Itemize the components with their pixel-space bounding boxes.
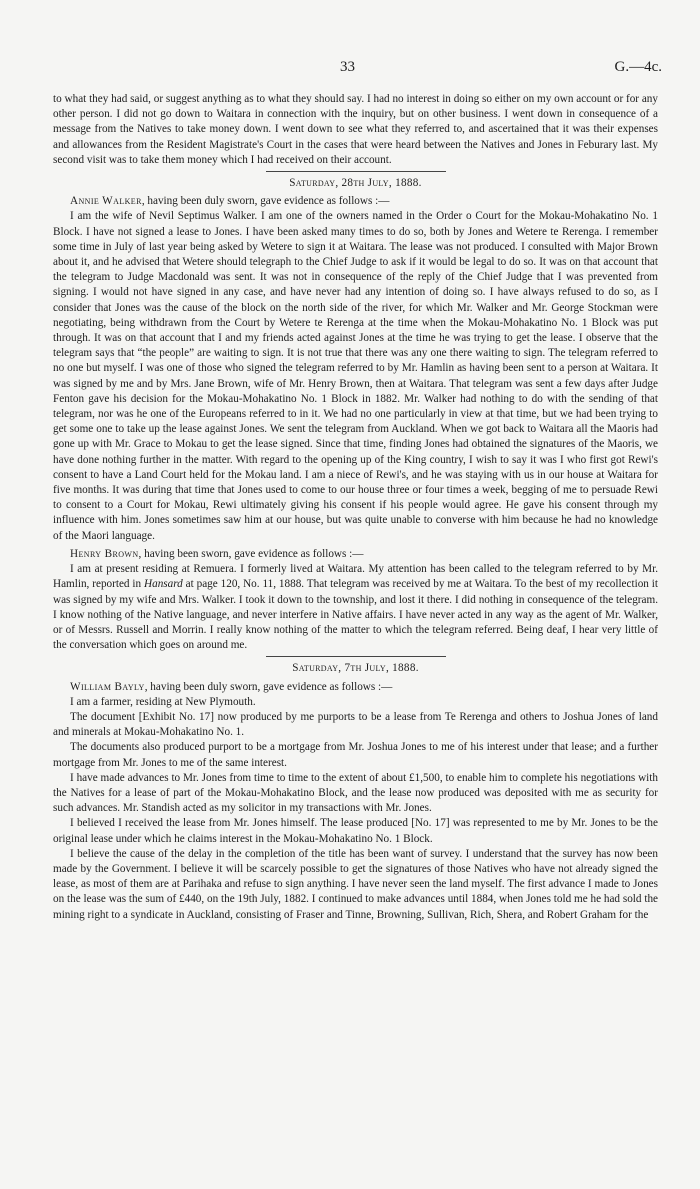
section-divider — [266, 656, 446, 657]
document-body — [53, 92, 658, 923]
witness-intro: , having been sworn, gave evidence as follows :— — [138, 547, 364, 560]
evidence-paragraph: I believe the cause of the delay in the completion of the title has been want of survey. I understand that the survey has now been made by the Government. I believe it will be scarcely possible to get the signatures of those Natives who have not already signed the lease, as most of them are at Parihaka and refuse to sign anything. I have never seen the land myself. The first advance I made to Jones on the lease was the sum of £440, on the 19th July, 1882. I continued to make advances until 1884, when Jones told me he had sold the mining right to a syndicate in Auckland, consisting of Fraser and Tinne, Browning, Sullivan, Rich, Shera, and Robert Graham for the — [53, 847, 658, 921]
section-divider — [266, 171, 446, 172]
continuation-paragraph: to what they had said, or suggest anything as to what they should say. I had no interest in doing so either on my own account or for any other person. I did not go down to Waitara in connection with the inquiry, but on other business. I went down in consequence of a message from the Natives to take money down. I went down to see what they referred to, and ascertained that it was their expenses and allowances from the Resident Magistrate's Court in the cases that were heard between the Natives and Jones in Feburary last. My second visit was to take them money which I had received on their account. — [53, 93, 658, 166]
evidence-paragraph: The document [Exhibit No. 17] now produced by me purports to be a lease from Te Rerenga and others to Joshua Jones of land and minerals at Mokau-Mohakatino No. 1. — [53, 710, 658, 739]
evidence-paragraph: I have made advances to Mr. Jones from time to time to the extent of about £1,500, to enable him to complete his negotiations with the Natives for a lease of part of the Mokau-Mohakatino Block, and the lease now produced was deposited with me as security for such advances. Mr. Standish acted as my solicitor in my transactions with Mr. Jones. — [53, 771, 658, 815]
witness-name: Annie Walker — [70, 195, 142, 208]
hansard-reference: Hansard — [144, 578, 183, 591]
evidence-text: at page 120, No. 11, 1888. That telegram was received by me at Waitara. To the best of my recollection it was signed by my wife and Mrs. Walker. I took it down to the township, and lost it there. I did nothing in consequence of the telegram. I know nothing of the Native language, and never interfere in Native affairs. I have never acted in any way as the agent of Mr. Walker, or of Messrs. Russell and Morrin. I really know nothing of the matter to which the telegram referred. Being deaf, I hear very little of the conversation which goes on around me. — [53, 578, 658, 652]
page-number: 33 — [340, 59, 355, 75]
witness-intro: , having been duly sworn, gave evidence as follows :— — [144, 680, 393, 693]
witness-heading — [53, 680, 658, 695]
evidence-paragraph — [53, 562, 658, 653]
page-header — [0, 60, 700, 80]
session-date: Saturday, 28th July, 1888. — [289, 177, 422, 190]
witness-intro: , having been duly sworn, gave evidence as follows :— — [141, 195, 390, 208]
evidence-text: I am at present residing at Remuera. I formerly lived at Waitara. My attention has been called to the telegram referred to by Mr. Hamlin, reported in — [53, 563, 658, 591]
evidence-paragraph: I am the wife of Nevil Septimus Walker. I am one of the owners named in the Order o Court for the Mokau-Mohakatino No. 1 Block. I have not signed a lease to Jones. I have been asked many times to do so, both by Jones and Wetere te Rerenga. I remember some time in July of last year being asked by Wetere to sign it at Waitara. The lease was not produced. I consulted with Major Brown about it, and he advised that Wetere should telegraph to the Chief Judge to ask if it would be legal to do so. It was on that account that the telegram to Judge Macdonald was sent. It was not in consequence of the reply of the Chief Judge that I was prevented from signing. I would not have signed in any case, and have never had any intention of doing so. I have always refused to do so, as I consider that Jones was the cause of the block on the north side of the river, for which Mr. Walker and Mr. George Stockman were negotiating, being withdrawn from the Court by Wetere te Rerenga at the time when the Mokau-Mohakatino No. 1 Block was put through. It was on that account that I and my friends acted against Jones at the time he was trying to get the lease. I observe that the telegram says that “the people” are waiting to sign. It is not true that there was any one there waiting to sign. The telegram referred to no one but myself. I was one of those who signed the telegram referred to by Mr. Hamlin as having been sent to a person at Waitara. It was signed by me and by Mrs. Jane Brown, wife of Mr. Henry Brown, then at Waitara. That telegram was sent a few days after Judge Fenton gave his decision for the Mokau-Mohakatino No. 1 Block in 1882. Mr. Walker had nothing to do with the sending of that telegram, nor was he one of the Europeans referred to in it. We had no one particularly in view at that time, but we had been trying to get some one to take up the lease against Jones. We sent the telegram from Auckland. When we got back to Waitara all the Maoris had gone up with Mr. Grace to Mokau to get the lease signed. Since that time, finding Jones had obtained the signatures of the Maoris, we have done nothing further in the matter. With regard to the opening up of the King country, I wish to say it was I who first got Rewi's consent to have a Land Court held for the Mokau land. I am a niece of Rewi's, and he was staying with us in our house at Waitara for five months. It was during that time that Jones used to come to our house three or four times a week, begging of me to persuade Rewi to consent to a Court for Mokau, Rewi ultimately giving his consent if his people would agree. He gave his consent through my influence with him. Jones sometimes saw him at our house, but was quite unable to converse with him because he had no knowledge of the Maori language. — [53, 210, 658, 542]
evidence-paragraph: I believed I received the lease from Mr. Jones himself. The lease produced [No. 17] was represented to me by Mr. Jones to be the original lease under which he claims interest in the Mokau-Mohakatino No. 1 Block. — [53, 817, 658, 845]
witness-heading — [53, 547, 658, 562]
witness-heading — [53, 194, 658, 209]
series-code: G.—4c. — [614, 59, 662, 75]
witness-name: William Bayly — [70, 680, 145, 693]
evidence-paragraph: The documents also produced purport to be a mortgage from Mr. Joshua Jones to me of his interest under that lease; and a further mortgage from Mr. Jones to me of the same interest. — [53, 741, 658, 769]
session-date: Saturday, 7th July, 1888. — [292, 662, 419, 675]
evidence-paragraph: I am a farmer, residing at New Plymouth. — [70, 695, 256, 708]
witness-name: Henry Brown — [70, 547, 139, 560]
